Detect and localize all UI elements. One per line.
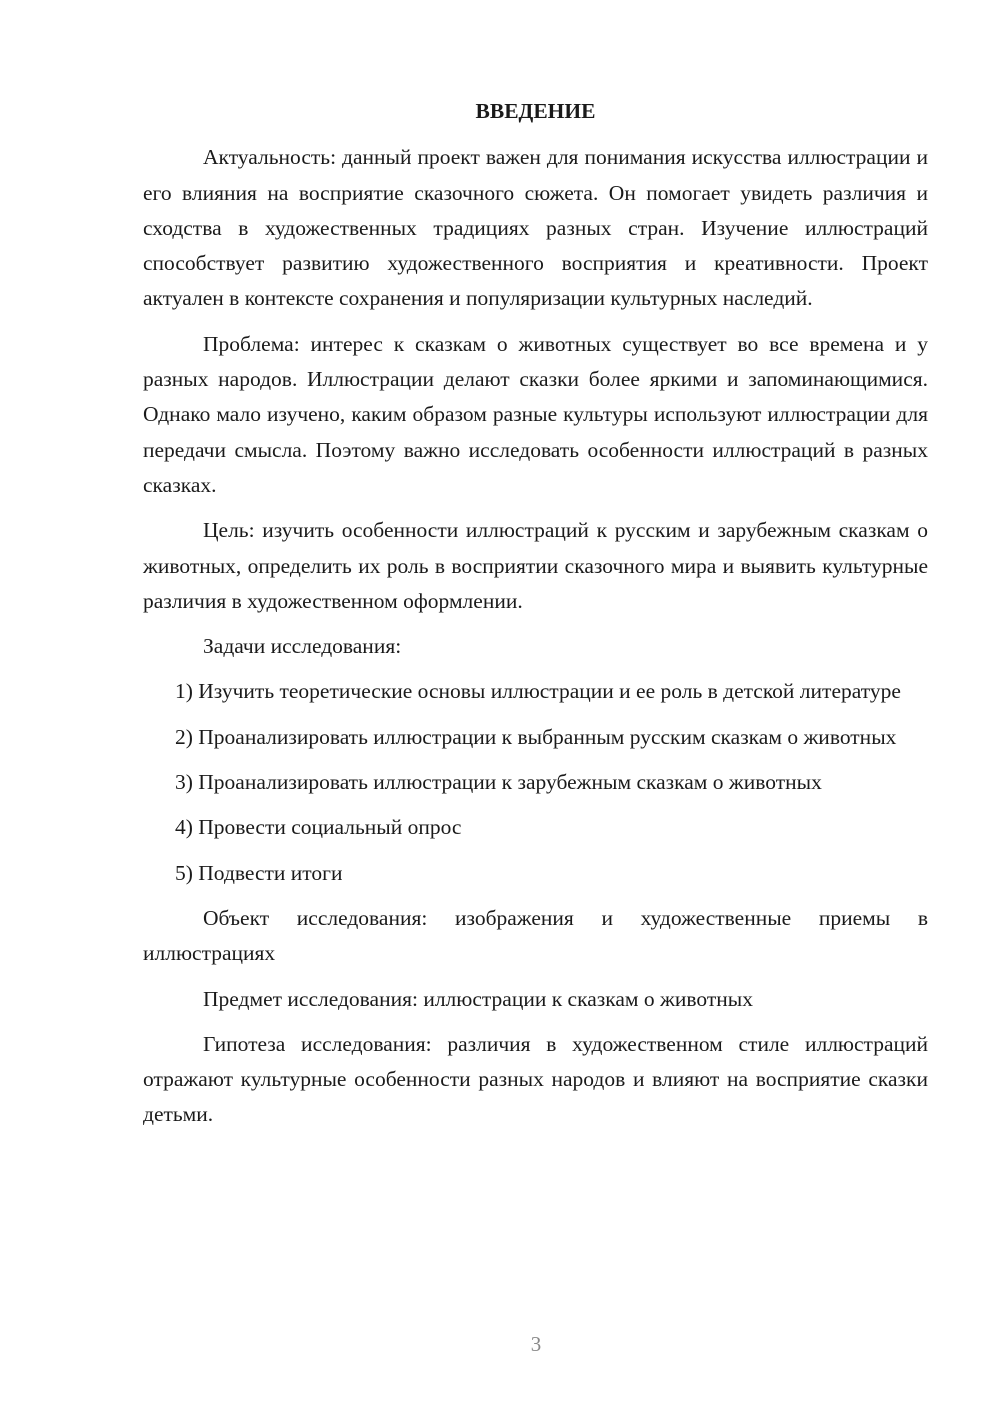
task-item-5: 5) Подвести итоги	[175, 860, 343, 885]
relevance-paragraph: Актуальность: данный проект важен для понимания искусства иллюстрации и его влияния на восприятие сказочного сюжета. Он помогает увидеть различия и сходства в художественных традициях разных стран. Изучение иллюстраций способствует развитию художественного восприятия и креативности. Проект актуален в контексте сохранения и популяризации культурных наследий.	[143, 145, 928, 311]
problem-paragraph: Проблема: интерес к сказкам о животных существует во все времена и у разных народов. Иллюстрации делают сказки более яркими и запоминающимися. Однако мало изучено, каким образом разные культуры используют иллюстрации для передачи смысла. Поэтому важно исследовать особенности иллюстраций в разных сказках.	[143, 331, 928, 497]
task-item-2: 2) Проанализировать иллюстрации к выбранным русским сказкам о животных	[175, 724, 897, 749]
goal-paragraph: Цель: изучить особенности иллюстраций к русским и зарубежным сказкам о животных, определить их роль в восприятии сказочного мира и выявить культурные различия в художественном оформлении.	[143, 518, 928, 613]
task-item-3: 3) Проанализировать иллюстрации к зарубежным сказкам о животных	[175, 770, 822, 795]
task-item-1: 1) Изучить теоретические основы иллюстрации и ее роль в детской литературе	[175, 679, 901, 704]
task-item-4: 4) Провести социальный опрос	[175, 815, 462, 840]
hypothesis-paragraph: Гипотеза исследования: различия в художественном стиле иллюстраций отражают культурные особенности разных народов и влияют на восприятие сказки детьми.	[143, 1031, 928, 1127]
object-paragraph: Объект исследования: изображения и художественные приемы в иллюстрациях	[143, 905, 928, 966]
tasks-heading: Задачи исследования:	[203, 634, 402, 659]
section-title: ВВЕДЕНИЕ	[475, 99, 596, 123]
subject-paragraph: Предмет исследования: иллюстрации к сказкам о животных	[203, 986, 753, 1011]
document-body	[143, 94, 928, 1143]
page-number: 3	[530, 1332, 542, 1356]
